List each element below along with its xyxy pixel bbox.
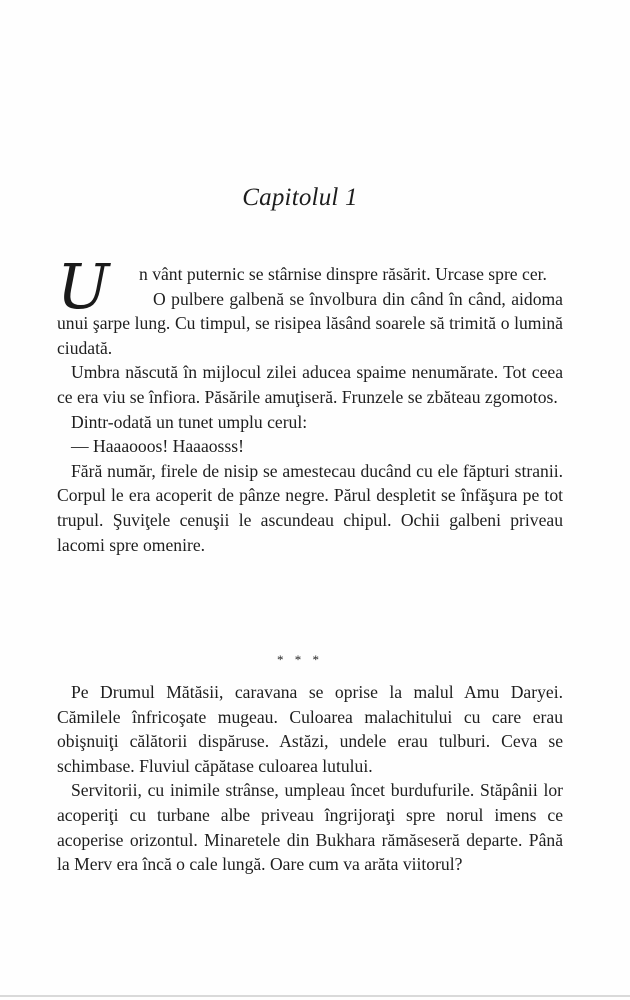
chapter-body-part2 [57, 680, 563, 877]
paragraph: Fără număr, firele de nisip se amestecau ducând cu ele făpturi stranii. Corpul le era acoperit de pânze negre. Părul despletit se înfăşura pe tot trupul. Şuviţele cenuşii le ascundeau chipul. Ochii galbeni priveau lacomi spre omenire. [57, 460, 563, 555]
dialogue-line: — Haaaooos! Haaaosss! [71, 436, 244, 457]
chapter-body-part1 [57, 250, 563, 557]
chapter-title: Capitolul 1 [242, 184, 358, 211]
paragraph: Servitorii, cu inimile strânse, umpleau încet burdufurile. Stăpânii lor acoperiţi cu turbane albe priveau îngrijoraţi spre norul imens ce acoperise orizontul. Minaretele din Bukhara rămăseseră departe. Până la Merv era încă o cale lungă. Oare cum va arăta viitorul? [57, 780, 563, 875]
paragraph: Pe Drumul Mătăsii, caravana se oprise la malul Amu Daryei. Cămilele înfricoşate mugeau. Culoarea malachitului cu care erau obişnuiţi călătorii dispăruse. Astăzi, undele erau tulburi. Ceva se schimbase. Fluviul căpătase culoarea lutului. [57, 682, 563, 776]
paragraph: O pulbere galbenă se învolbura din când în când, aidoma unui şarpe lung. Cu timpul, se risipea lăsând soarele să trimită o lumină ciudată. [57, 288, 563, 358]
opening-text: n vânt puternic se stârnise dinspre răsărit. Urcase spre cer. [139, 264, 547, 284]
page-bottom-edge [0, 995, 630, 997]
section-separator: * * * [277, 652, 323, 667]
paragraph: Umbra născută în mijlocul zilei aducea spaime nenumărate. Tot ceea ce era viu se înfiora. Păsările amuţiseră. Frunzele se zbăteau zgomotos. [57, 362, 563, 407]
paragraph: Dintr-odată un tunet umplu cerul: [71, 411, 308, 432]
drop-cap-letter: U [57, 250, 110, 323]
